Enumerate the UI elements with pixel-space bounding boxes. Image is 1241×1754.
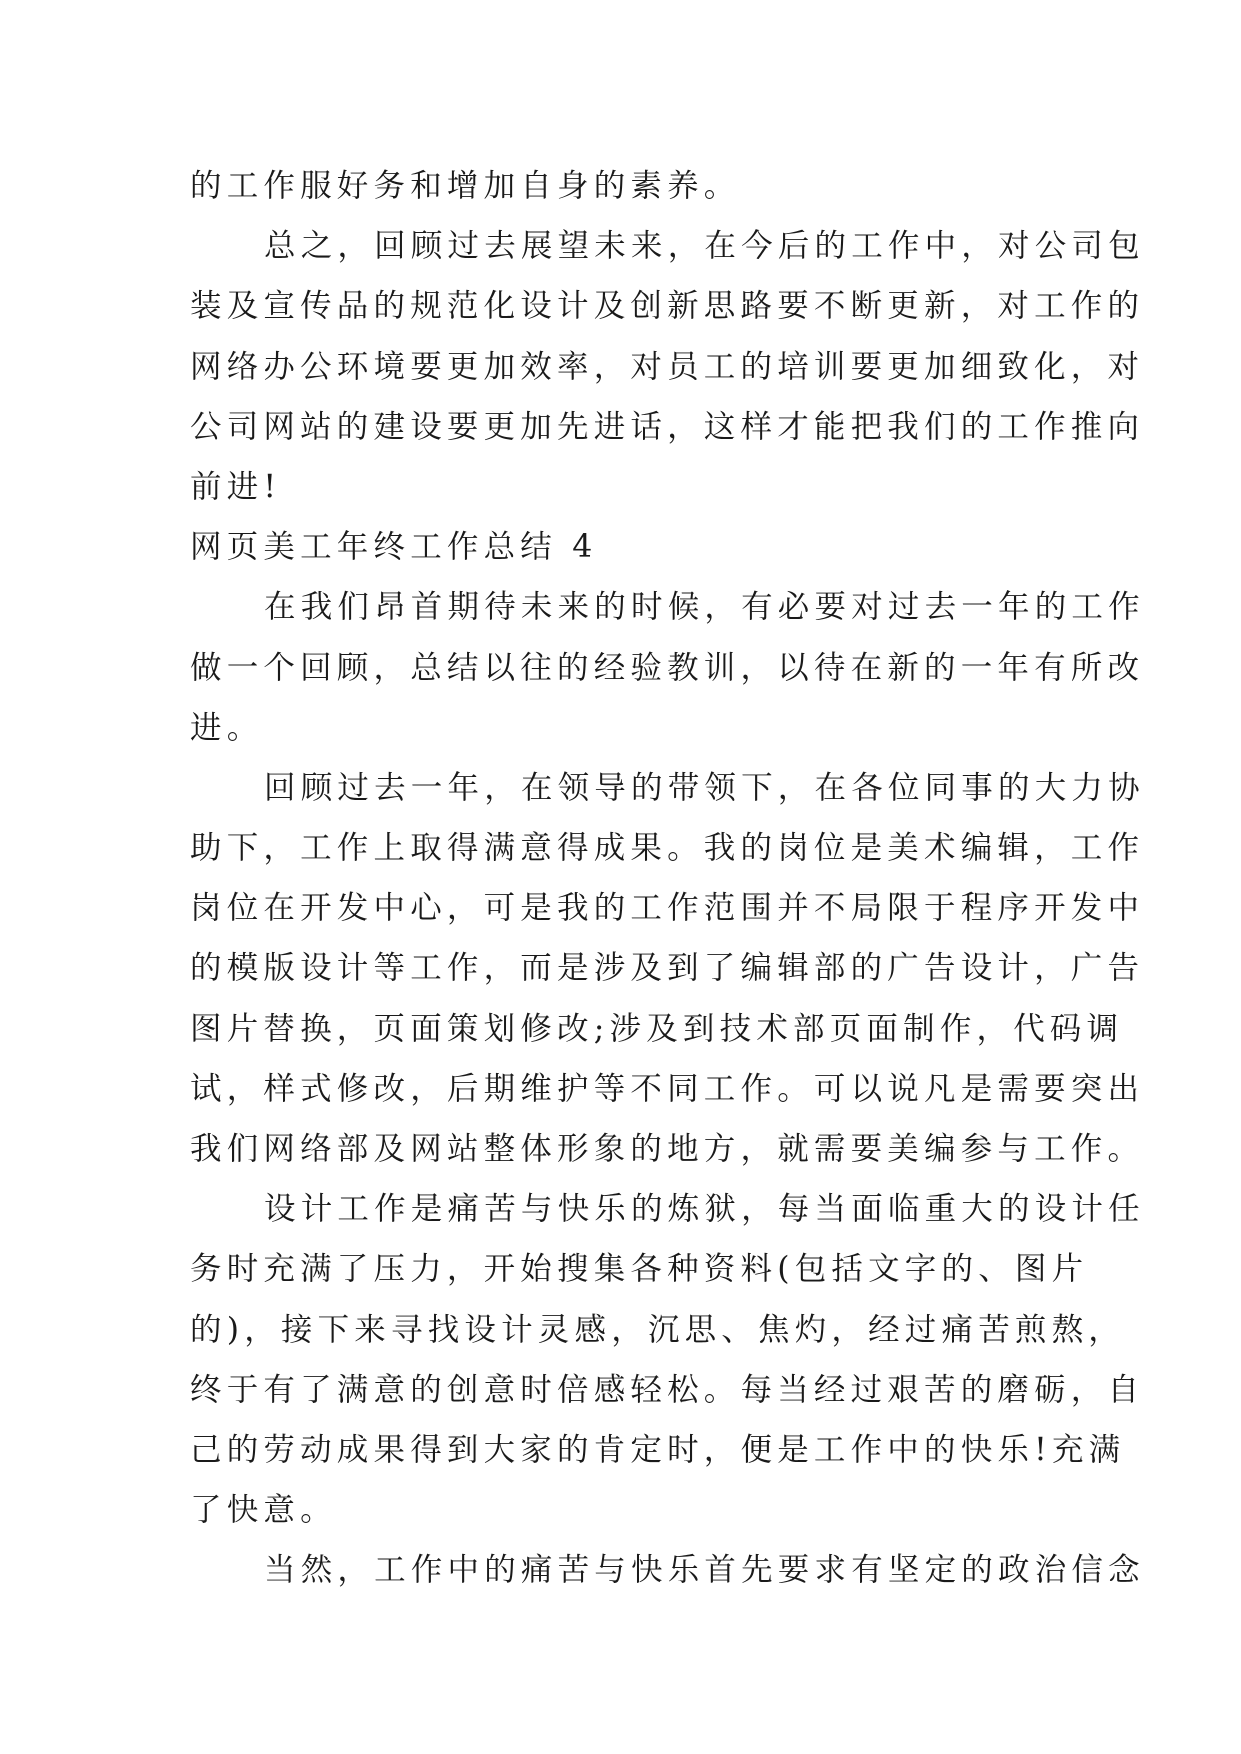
paragraph-line: 我们网络部及网站整体形象的地方，就需要美编参与工作。	[190, 1131, 1145, 1167]
paragraph-line: 的工作服好务和增加自身的素养。	[190, 168, 741, 204]
paragraph-line: 回顾过去一年，在领导的带领下，在各位同事的大力协	[264, 769, 1145, 806]
paragraph-line: 总之，回顾过去展望未来，在今后的工作中，对公司包	[264, 228, 1145, 265]
section-heading: 网页美工年终工作总结 4	[190, 529, 598, 566]
paragraph-line: 网络办公环境要更加效率，对员工的培训要更加细致化，对	[190, 348, 1145, 385]
paragraph-line: 设计工作是痛苦与快乐的炼狱，每当面临重大的设计任	[264, 1191, 1145, 1228]
paragraph-line: 了快意。	[190, 1492, 337, 1529]
paragraph-line: 做一个回顾，总结以往的经验教训，以待在新的一年有所改	[190, 649, 1145, 686]
paragraph-line: 当然，工作中的痛苦与快乐首先要求有坚定的政治信念	[264, 1552, 1145, 1589]
paragraph-line: 试，样式修改，后期维护等不同工作。可以说凡是需要突出	[190, 1070, 1145, 1107]
paragraph-line: 岗位在开发中心，可是我的工作范围并不局限于程序开发中	[190, 890, 1145, 927]
paragraph-line: 的模版设计等工作，而是涉及到了编辑部的广告设计，广告	[190, 950, 1145, 987]
paragraph-line: 在我们昂首期待未来的时候，有必要对过去一年的工作	[264, 589, 1145, 626]
paragraph-line: 助下，工作上取得满意得成果。我的岗位是美术编辑，工作	[190, 830, 1145, 867]
paragraph-line: 前进!	[190, 468, 282, 505]
paragraph-line: 公司网站的建设要更加先进话，这样才能把我们的工作推向	[190, 408, 1145, 445]
paragraph-line: 进。	[190, 709, 264, 746]
paragraph-line: 己的劳动成果得到大家的肯定时，便是工作中的快乐!充满	[190, 1431, 1126, 1468]
document-body	[190, 156, 1145, 1601]
paragraph-line: 的)，接下来寻找设计灵感，沉思、焦灼，经过痛苦煎熬，	[190, 1311, 1125, 1348]
paragraph-line: 务时充满了压力，开始搜集各种资料(包括文字的、图片	[190, 1251, 1089, 1288]
paragraph-line: 终于有了满意的创意时倍感轻松。每当经过艰苦的磨砺，自	[190, 1371, 1145, 1408]
paragraph-line: 装及宣传品的规范化设计及创新思路要不断更新，对工作的	[190, 288, 1145, 325]
paragraph-line: 图片替换，页面策划修改;涉及到技术部页面制作，代码调	[190, 1010, 1124, 1047]
